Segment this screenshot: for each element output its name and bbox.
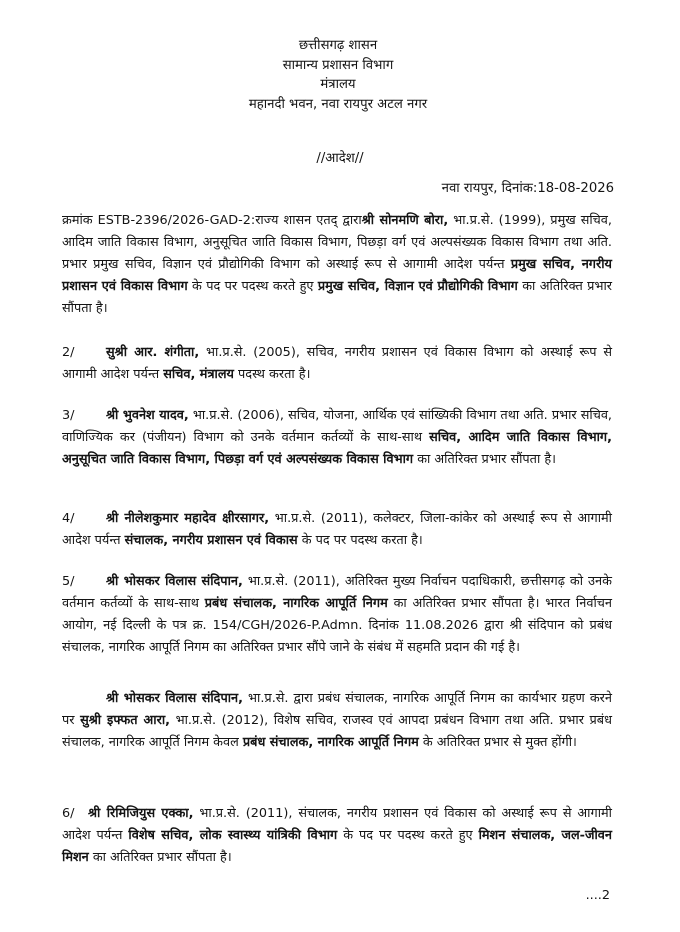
para1-text-4: का अतिरिक्त प्रभार सौंपता है। [62, 279, 613, 316]
para2-number: 2/ [62, 345, 75, 360]
para4-text-2: के पद पर पदस्थ करता है। [297, 533, 423, 548]
para6-text-3: का अतिरिक्त प्रभार सौंपता है। [88, 850, 232, 865]
para1-bold-1: श्री सोनमणि बोरा, [361, 213, 449, 228]
para5b-bold-2: सुश्री इफ्फत आरा, [80, 713, 171, 728]
para3-number: 3/ [62, 408, 75, 423]
para5b-text-2: भा.प्र.से. (2012), विशेष सचिव, राजस्व एवं आपदा प्रबंधन विभाग तथा अति. प्रभार प्रबंध संचालक, नागरिक आपूर्ति निगम केवल [62, 713, 612, 750]
para4-bold-2: संचालक, नगरीय प्रशासन एवं विकास [124, 533, 298, 548]
paragraph-6 [62, 803, 612, 869]
para2-bold-1: सुश्री आर. शंगीता, [106, 345, 200, 360]
para5-bold-2: प्रबंध संचालक, नागरिक आपूर्ति निगम [204, 596, 388, 611]
para5-bold-1: श्री भोसकर विलास संदिपान, [106, 574, 243, 589]
para3-text-1: भा.प्र.से. (2006), सचिव, योजना, आर्थिक एवं सांख्यिकी विभाग तथा अति. प्रभार सचिव, वाणिज्यिक कर (पंजीयन) विभाग को उनके वर्तमान कर्तव्यों के साथ-साथ [62, 408, 612, 445]
ministry-name: मंत्रालय [320, 77, 356, 92]
paragraph-2 [62, 342, 612, 386]
para5-text-2: का अतिरिक्त प्रभार सौंपता है। भारत निर्वाचन आयोग, नई दिल्ली के पत्र क्र. 154/CGH/2026-P.Admn. दिनांक 11.08.2026 द्वारा श्री संदिपान को प्रबंध संचालक, नागरिक आपूर्ति निगम का अतिरिक्त प्रभार सौंपे जाने के संबंध में सहमति प्रदान की गई है। [62, 596, 612, 655]
para5-number: 5/ [62, 574, 75, 589]
place-date: नवा रायपुर, दिनांक:18-08-2026 [441, 181, 614, 196]
paragraph-5 [62, 571, 612, 659]
department-name: सामान्य प्रशासन विभाग [282, 57, 394, 73]
para6-bold-1: श्री रिमिजियुस एक्का, [88, 806, 194, 821]
paragraph-5b [62, 688, 612, 754]
para4-number: 4/ [62, 511, 75, 526]
para3-bold-2: सचिव, आदिम जाति विकास विभाग, अनुसूचित जाति विकास विभाग, पिछड़ा वर्ग एवं अल्पसंख्यक विकास विभाग [62, 430, 612, 467]
government-name: छत्तीसगढ़ शासन [298, 38, 378, 53]
para3-text-2: का अतिरिक्त प्रभार सौंपता है। [413, 452, 557, 467]
address: महानदी भवन, नवा रायपुर अटल नगर [248, 96, 428, 112]
para1-bold-2: प्रमुख सचिव, नगरीय प्रशासन एवं विकास विभाग [62, 257, 612, 294]
para1-text-3: के पद पर पदस्थ करते हुए [187, 279, 318, 294]
page-continuation: ....2 [585, 888, 610, 903]
para2-text-2: पदस्थ करता है। [233, 367, 311, 382]
paragraph-1 [62, 210, 612, 320]
para6-bold-3: मिशन संचालक, जल-जीवन मिशन [62, 828, 612, 865]
letterhead [0, 36, 680, 114]
para6-text-1: भा.प्र.से. (2011), संचालक, नगरीय प्रशासन एवं विकास को अस्थाई रूप से आगामी आदेश पर्यन्त [62, 806, 612, 843]
para5b-text-1: भा.प्र.से. द्वारा प्रबंध संचालक, नागरिक आपूर्ति निगम का कार्यभार ग्रहण करने पर [62, 691, 612, 728]
para3-bold-1: श्री भुवनेश यादव, [106, 408, 189, 423]
para6-number: 6/ [62, 806, 75, 821]
para2-bold-2: सचिव, मंत्रालय [163, 367, 234, 382]
para2-text-1: भा.प्र.से. (2005), सचिव, नगरीय प्रशासन एवं विकास विभाग को अस्थाई रूप से आगामी आदेश पर्यन्त [62, 345, 612, 382]
para5b-bold-1: श्री भोसकर विलास संदिपान, [106, 691, 244, 706]
paragraph-4 [62, 508, 612, 552]
para4-bold-1: श्री नीलेशकुमार महादेव क्षीरसागर, [106, 511, 270, 526]
para6-bold-2: विशेष सचिव, लोक स्वास्थ्य यांत्रिकी विभाग [128, 828, 338, 843]
para1-bold-3: प्रमुख सचिव, विज्ञान एवं प्रौद्योगिकी विभाग [317, 279, 518, 294]
para5-text-1: भा.प्र.से. (2011), अतिरिक्त मुख्य निर्वाचन पदाधिकारी, छत्तीसगढ़ को उनके वर्तमान कर्तव्यों के साथ-साथ [62, 574, 612, 611]
para5b-bold-3: प्रबंध संचालक, नागरिक आपूर्ति निगम [242, 735, 419, 750]
para1-text-1: क्रमांक ESTB-2396/2026-GAD-2:राज्य शासन एतद् द्वारा [62, 213, 362, 228]
para1-text-2: भा.प्र.से. (1999), प्रमुख सचिव, आदिम जाति विकास विभाग, अनुसूचित जाति विकास विभाग, पिछड़ा वर्ग एवं अल्पसंख्यक विकास विभाग तथा अति. प्रभार प्रमुख सचिव, विज्ञान एवं प्रौद्योगिकी विभाग को अस्थाई रूप से आगामी आदेश पर्यन्त [62, 213, 612, 272]
paragraph-3 [62, 405, 612, 471]
para5b-text-3: के अतिरिक्त प्रभार से मुक्त होंगी। [418, 735, 577, 750]
para4-text-1: भा.प्र.से. (2011), कलेक्टर, जिला-कांकेर को अस्थाई रूप से आगामी आदेश पर्यन्त [62, 511, 612, 548]
order-title: //आदेश// [316, 151, 364, 166]
para6-text-2: के पद पर पदस्थ करते हुए [337, 828, 479, 843]
